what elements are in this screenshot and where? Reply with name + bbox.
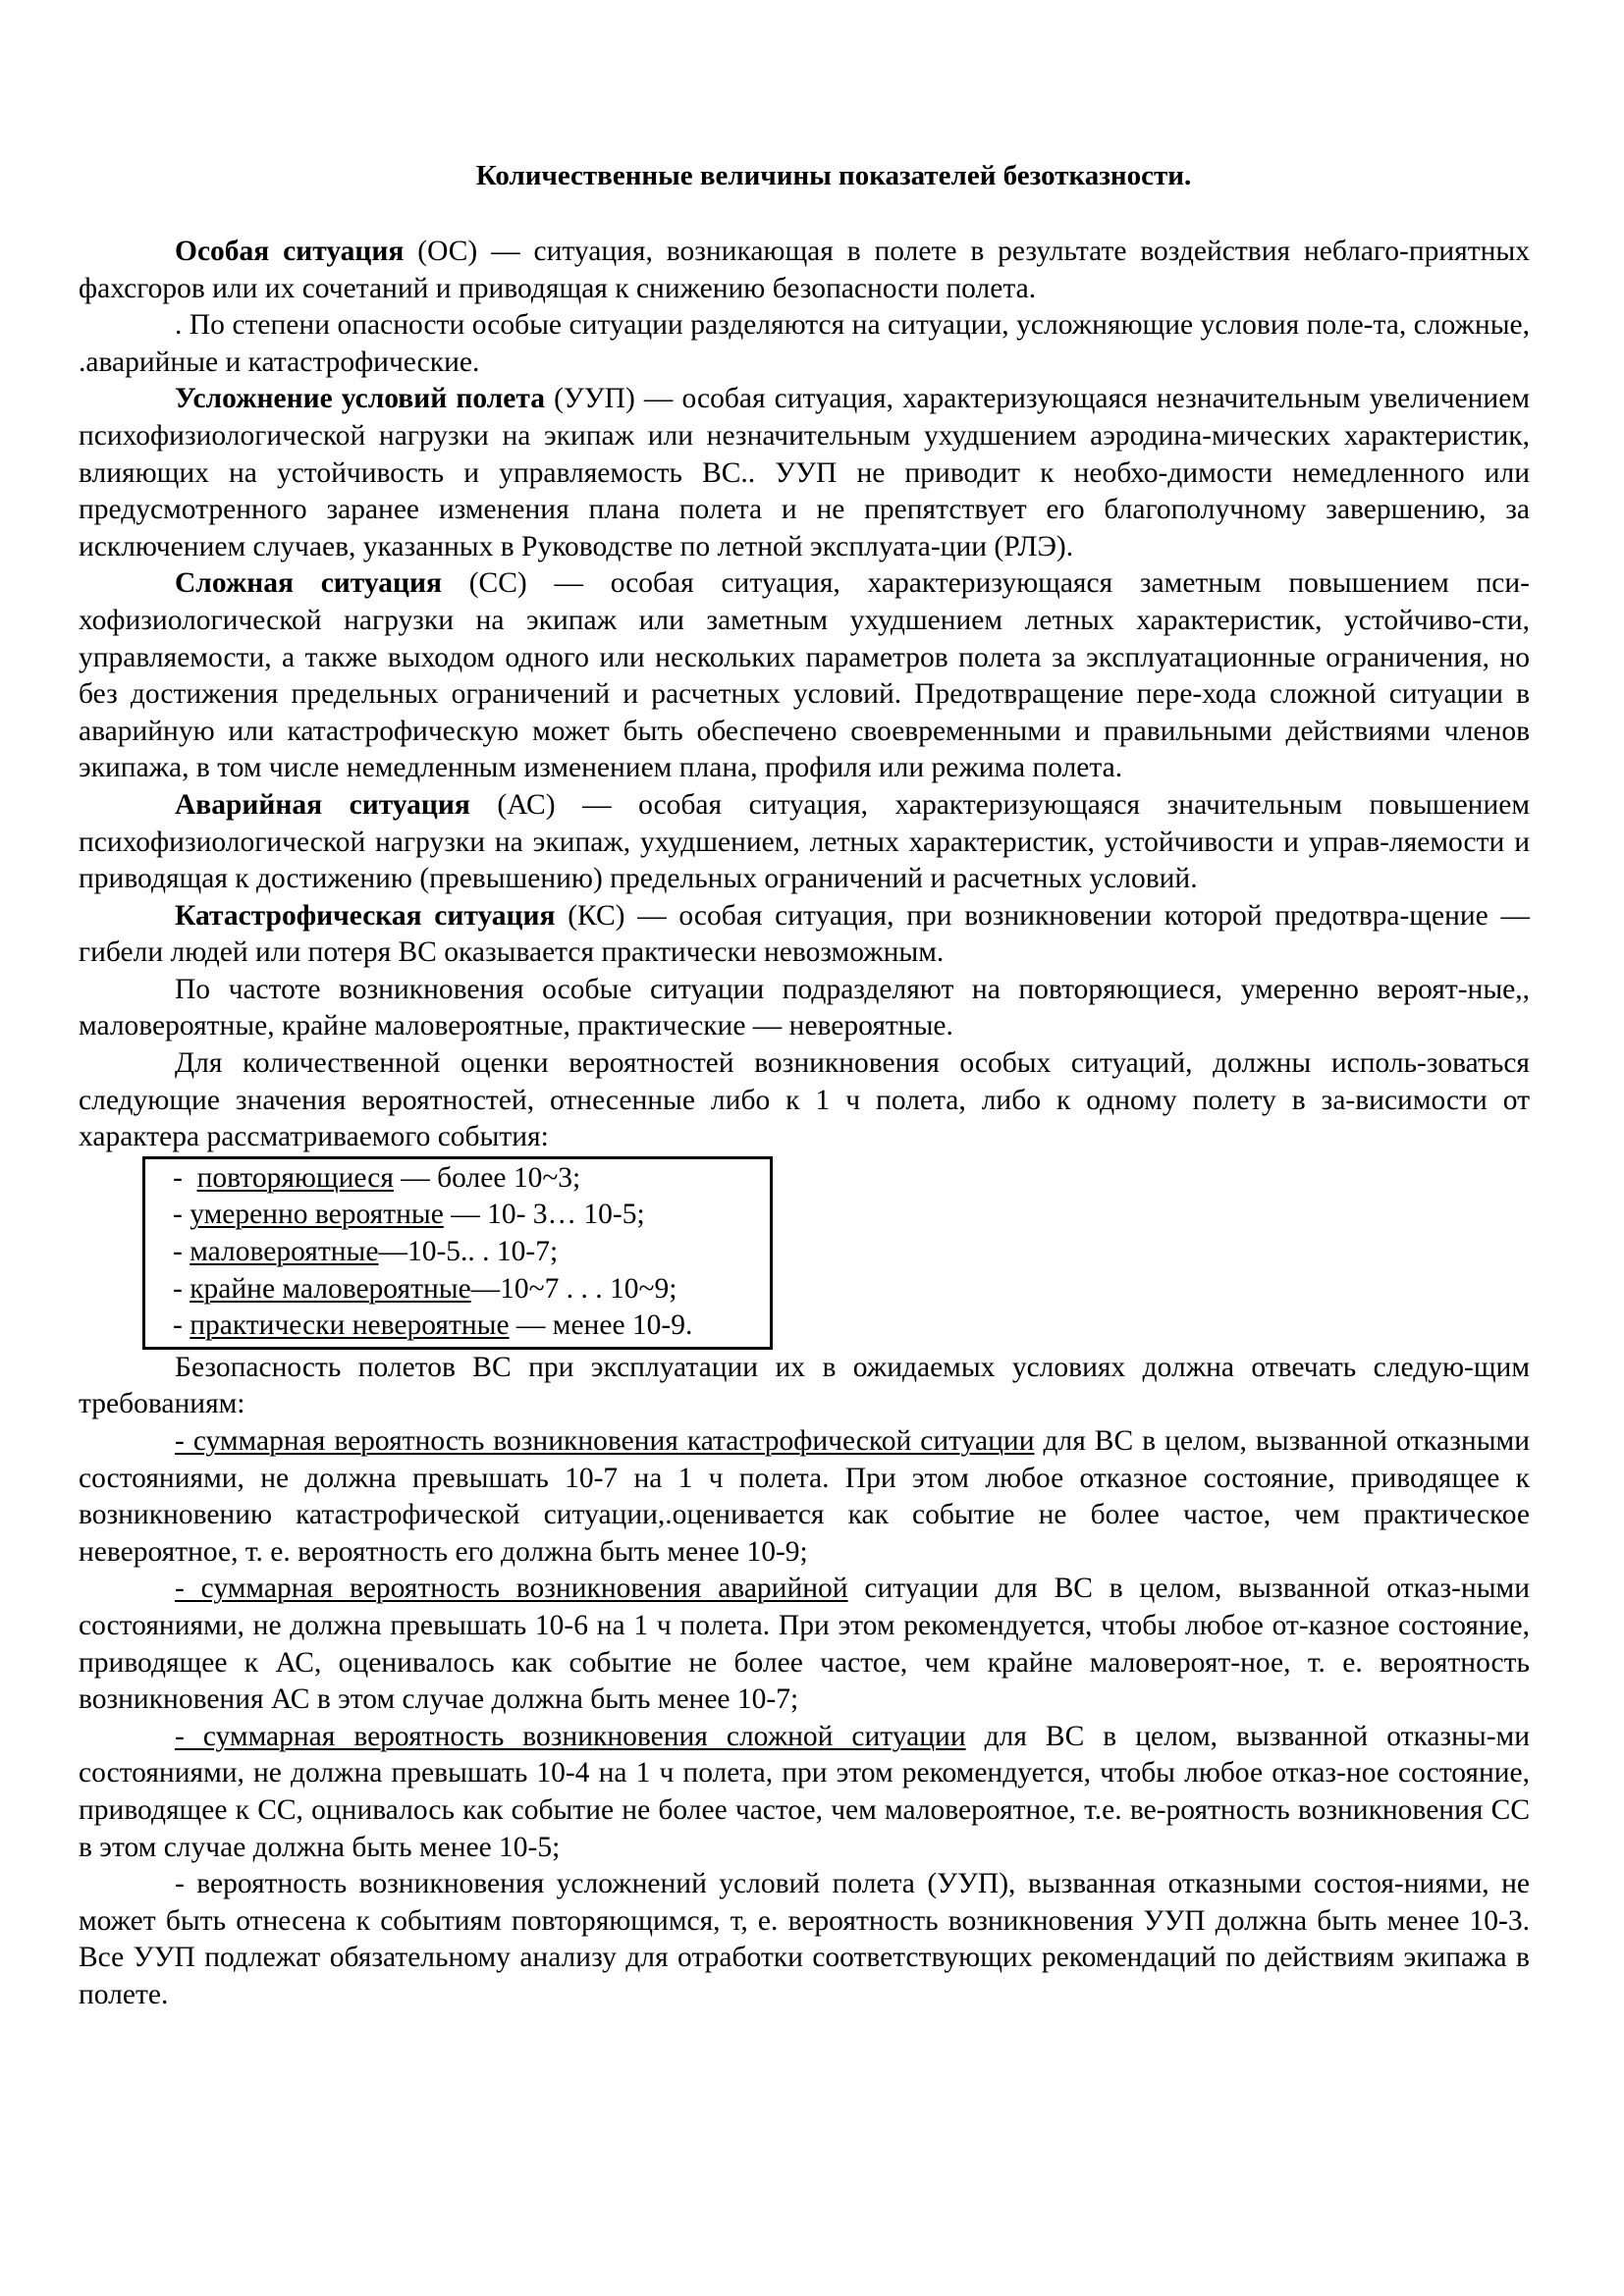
row-label: повторяющиеся [196, 1161, 394, 1194]
row-prefix: - [173, 1199, 190, 1231]
requirement-text: - вероятность возникновения усложнений условий полета (УУП), вызванная отказными состоя-ниями, не может быть отнесена к событиям повторяющимся, т, е. вероятность возникновения УУП должна быть менее 10-3. Все УУП подлежат обязательному анализу для отработки соответствующих рекомендаций по действиям экипажа в полете. [79, 1868, 1530, 2010]
term-as: Аварийная ситуация [175, 788, 470, 821]
probability-box [142, 1156, 773, 1350]
requirement-ss [79, 1719, 1530, 1866]
row-prefix: - [173, 1309, 190, 1342]
probability-row [145, 1197, 770, 1234]
row-label: крайне маловероятные [189, 1272, 471, 1305]
paragraph-ss [79, 565, 1530, 787]
row-label: маловероятные [189, 1236, 379, 1268]
abbr-ss: (СС) [441, 567, 527, 600]
document-title: Количественные величины показателей безотказности. [475, 160, 1192, 191]
probability-row [145, 1308, 770, 1345]
paragraph-ks [79, 898, 1530, 972]
requirement-heading: - суммарная вероятность возникновения аварийной [175, 1573, 848, 1605]
row-value: — более 10~3; [393, 1161, 581, 1194]
row-prefix: - [173, 1236, 190, 1268]
requirement-uup [79, 1866, 1530, 2013]
term-os: Особая ситуация [175, 236, 405, 267]
definition-ss: — особая ситуация, характеризующаяся заметным повышением пси-хофизиологической нагрузки на экипаж или заметным ухудшением летных характеристик, устойчиво-сти, управляемости, а также выходом одного или нескольких параметров полета за эксплуатационные ограничения, но без достижения предельных ограничений и расчетных условий. Предотвращение пере-хода сложной ситуации в аварийную или катастрофическую может быть обеспечено своевременными и правильными действиями членов экипажа, в том числе немедленным изменением плана, профиля или режима полета. [79, 567, 1530, 784]
abbr-as: (АС) [469, 788, 556, 821]
definition-as: — особая ситуация, характеризующаяся значительным повышением психофизиологической нагрузки на экипаж, ухудшением, летных характеристик, устойчивости и управ-ляемости и приводящая к достижению (превышению) предельных ограничений и расчетных условий. [79, 788, 1530, 895]
probability-row [145, 1271, 770, 1308]
paragraph-frequency: По частоте возникновения особые ситуации подразделяют на повторяющиеся, умеренно вероят-ные,, маловероятные, крайне маловероятные, практические — невероятные. [79, 973, 1530, 1042]
row-prefix: - [173, 1272, 190, 1305]
requirement-heading: - суммарная вероятность возникновения сложной ситуации [175, 1720, 966, 1752]
requirement-ks [79, 1423, 1530, 1571]
requirement-text: для ВС в целом, вызванной отказными состояниями, не должна превышать 10-7 на 1 ч полета. При этом любое отказное состояние, приводящее к возникновению катастрофической ситуации,.оценивается как событие не более частое, чем практическое невероятное, т. е. вероятность его должна быть менее 10-9; [79, 1425, 1530, 1568]
paragraph-os [79, 234, 1530, 307]
term-ks: Катастрофическая ситуация [175, 899, 556, 932]
row-label: умеренно вероятные [189, 1199, 444, 1231]
definition-os: — ситуация, возникающая в полете в результате воздействия неблаго-приятных фахсгоров или их сочетаний и приводящая к снижению безопасности полета. [79, 236, 1530, 304]
row-label: практически невероятные [189, 1309, 510, 1342]
requirement-text: ситуации для ВС в целом, вызванной отказ-ными состояниями, не должна превышать 10-6 на 1 ч полета. При этом рекомендуется, чтобы любое от-казное состояние, приводящее к АС, оценивалось как событие не более частое, чем крайне маловероят-ное, т. е. вероятность возникновения АС в этом случае должна быть менее 10-7; [79, 1573, 1530, 1716]
probability-row [145, 1160, 770, 1198]
row-value: —10~7 . . . 10~9; [470, 1272, 677, 1305]
row-value: — менее 10-9. [509, 1309, 693, 1342]
paragraph-as [79, 787, 1530, 898]
definition-uup: — особая ситуация, характеризующаяся незначительным увеличением психофизиологической нагрузки на экипаж или незначительным ухудшением аэродина-мических характеристик, влияющих на устойчивость и управляемость ВС.. УУП не приводит к необхо-димости немедленного или предусмотренного заранее изменения плана полета и не препятствует его благополучному завершению, за исключением случаев, указанных в Руководстве по летной эксплуата-ции (РЛЭ). [79, 383, 1530, 562]
probability-row [145, 1234, 770, 1271]
abbr-os: (ОС) [404, 236, 478, 267]
row-prefix: - [173, 1161, 197, 1194]
definition-ks: — особая ситуация, при возникновении которой предотвра-щение — гибели людей или потеря ВС оказывается практически невозможным. [79, 899, 1530, 969]
paragraph-quantitative: Для количественной оценки вероятностей возникновения особых ситуаций, должны исполь-зоваться следующие значения вероятностей, отнесенные либо к 1 ч полета, либо к одному полету в за-висимости от характера рассматриваемого события: [79, 1047, 1530, 1153]
requirement-text: для ВС в целом, вызванной отказны-ми состояниями, не должна превышать 10-4 на 1 ч полета, при этом рекомендуется, чтобы любое отказ-ное состояние, приводящее к СС, оцнивалось как событие не более частое, чем маловероятное, т.е. ве-роятность возникновения СС в этом случае должна быть менее 10-5; [79, 1720, 1530, 1863]
abbr-uup: (УУП) [544, 383, 635, 415]
term-uup: Усложнение условий полета [175, 383, 545, 415]
paragraph-uup [79, 381, 1530, 565]
document-page [79, 157, 1530, 2014]
term-ss: Сложная ситуация [175, 567, 442, 600]
requirement-heading: - суммарная вероятность возникновения катастрофической ситуации [175, 1425, 1035, 1457]
paragraph-safety: Безопасность полетов ВС при эксплуатации их в ожидаемых условиях должна отвечать следую-щим требованиям: [79, 1351, 1530, 1420]
requirement-as [79, 1571, 1530, 1718]
abbr-ks: (КС) [555, 899, 625, 932]
paragraph-degree: . По степени опасности особые ситуации разделяются на ситуации, усложняющие условия поле-та, сложные, .аварийные и катастрофические. [79, 309, 1530, 378]
row-value: — 10- 3… 10-5; [443, 1199, 645, 1231]
row-value: —10-5.. . 10-7; [378, 1236, 559, 1268]
